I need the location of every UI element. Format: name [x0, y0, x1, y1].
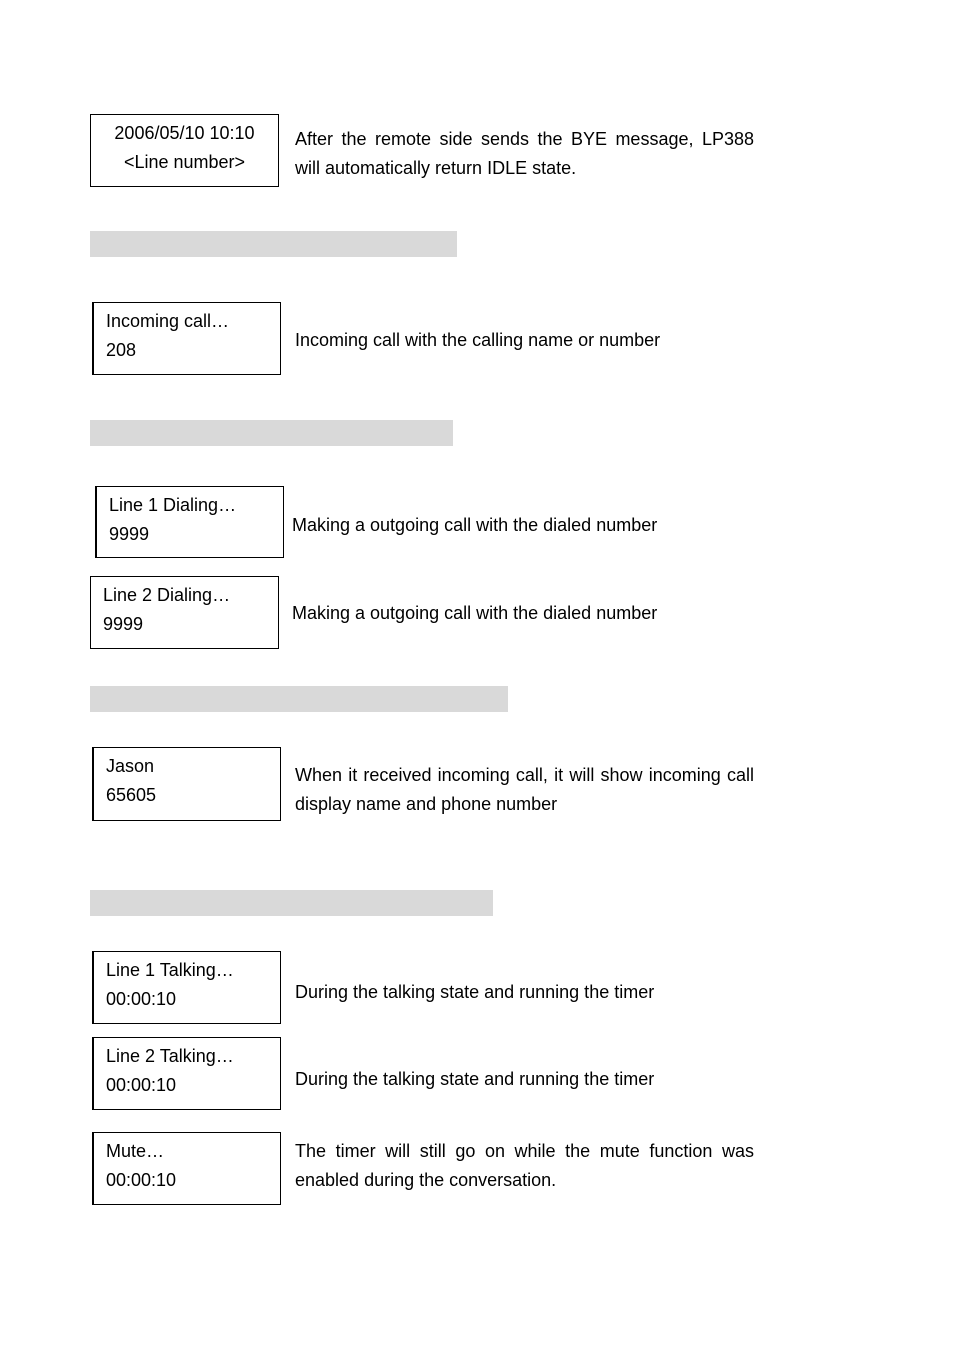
lcd-line-1: Mute… [106, 1141, 165, 1161]
lcd-display-line2-talking [92, 1037, 281, 1110]
description-idle: After the remote side sends the BYE message, LP388 will automatically return IDLE state. [295, 129, 754, 178]
lcd-line-1: Incoming call… [106, 311, 230, 331]
lcd-line-2: 00:00:10 [106, 1075, 177, 1095]
lcd-display-incoming-call [92, 302, 281, 375]
description-mute: The timer will still go on while the mute function was enabled during the conversation. [295, 1141, 754, 1190]
lcd-line-1: Line 2 Talking… [106, 1046, 234, 1066]
lcd-line-2: 00:00:10 [106, 1170, 177, 1190]
lcd-display-line1-dialing [95, 486, 284, 558]
lcd-line-2: 65605 [106, 785, 157, 805]
section-heading-bar [90, 890, 493, 916]
lcd-line-2: <Line number> [123, 152, 246, 172]
description-caller-id: When it received incoming call, it will show incoming call display name and phone number [295, 765, 754, 814]
lcd-line-2: 208 [106, 340, 137, 360]
lcd-display-line2-dialing [90, 576, 279, 649]
lcd-display-idle [90, 114, 279, 187]
section-heading-bar [90, 686, 508, 712]
description-incoming-call: Incoming call with the calling name or number [295, 330, 661, 350]
description-line2-dialing: Making a outgoing call with the dialed number [292, 603, 658, 623]
lcd-display-caller-id [92, 747, 281, 821]
lcd-line-2: 00:00:10 [106, 989, 177, 1009]
lcd-line-1: Line 1 Talking… [106, 960, 234, 980]
description-line2-talking: During the talking state and running the timer [295, 1069, 655, 1089]
description-line1-talking: During the talking state and running the timer [295, 982, 655, 1002]
lcd-line-1: 2006/05/10 10:10 [114, 123, 255, 143]
lcd-line-2: 9999 [103, 614, 144, 634]
lcd-display-line1-talking [92, 951, 281, 1024]
section-heading-bar [90, 420, 453, 446]
lcd-line-1: Line 2 Dialing… [103, 585, 231, 605]
lcd-line-1: Line 1 Dialing… [109, 495, 237, 515]
lcd-line-1: Jason [106, 756, 155, 776]
lcd-display-mute [92, 1132, 281, 1205]
description-line1-dialing: Making a outgoing call with the dialed number [292, 515, 658, 535]
lcd-line-2: 9999 [109, 524, 150, 544]
section-heading-bar [90, 231, 457, 257]
